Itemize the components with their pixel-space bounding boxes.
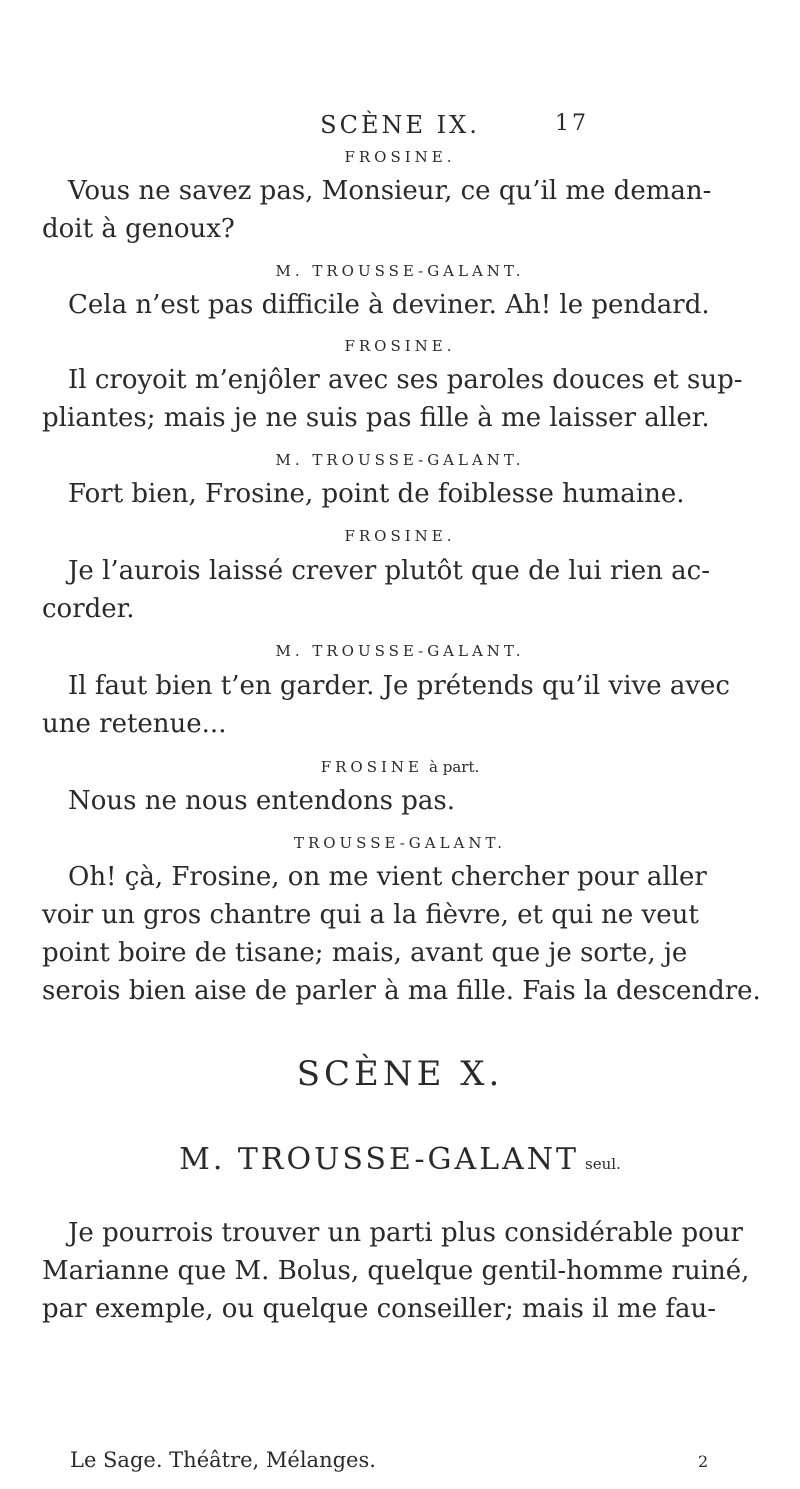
speaker-trousse-galant: M. TROUSSE-GALANT. xyxy=(275,642,525,660)
speech-paragraph: Cela n’est pas difficile à deviner. Ah! le pendard. xyxy=(68,290,710,320)
speech-paragraph: Nous ne nous entendons pas. xyxy=(68,786,456,816)
scene-heading: SCÈNE X. xyxy=(296,1054,504,1094)
speech-paragraph: Je pourrois trouver un parti plus considérable pour Marianne que M. Bolus, quelque gentil-homme ruiné, par exemple, ou quelque conseiller; mais il me fau- xyxy=(42,1218,750,1324)
footer-title: Le Sage. Théâtre, Mélanges. xyxy=(70,1448,376,1472)
speaker-frosine: FROSINE. xyxy=(344,148,456,166)
speaker-trousse-galant: M. TROUSSE-GALANT. xyxy=(275,262,525,280)
signature-mark: 2 xyxy=(698,1452,709,1471)
stage-direction: seul. xyxy=(585,1155,621,1173)
speaker-trousse-galant: M. TROUSSE-GALANT. xyxy=(275,451,525,469)
stage-direction: à part. xyxy=(429,758,480,776)
speaker-frosine-aside: FROSINE à part. xyxy=(320,758,480,776)
speech-paragraph: Il faut bien t’en garder. Je prétends qu’il vive avec une retenue... xyxy=(42,671,730,739)
speaker-frosine: FROSINE. xyxy=(344,527,456,545)
speech-paragraph: Vous ne savez pas, Monsieur, ce qu’il me deman- doit à genoux? xyxy=(42,176,712,244)
header-title: SCÈNE IX. xyxy=(320,111,480,139)
running-header xyxy=(0,111,800,139)
scene-speaker: M. TROUSSE-GALANT seul. xyxy=(179,1142,621,1177)
speech-paragraph: Fort bien, Frosine, point de foiblesse humaine. xyxy=(68,479,685,509)
speech-paragraph: Je l’aurois laissé crever plutôt que de lui rien ac- corder. xyxy=(42,556,711,624)
speaker-trousse-galant: TROUSSE-GALANT. xyxy=(293,834,507,852)
speech-paragraph: Oh! çà, Frosine, on me vient chercher pour aller voir un gros chantre qui a la fièvre, et qui ne veut point boire de tisane; mais, avant que je sorte, je serois bien aise de parler à ma fille. Fais la descendre. xyxy=(42,862,761,1006)
speech-paragraph: Il croyoit m’enjôler avec ses paroles douces et sup- pliantes; mais je ne suis pas fille à me laisser aller. xyxy=(42,365,743,433)
speaker-frosine: FROSINE. xyxy=(344,337,456,355)
page-number: 17 xyxy=(555,111,589,136)
